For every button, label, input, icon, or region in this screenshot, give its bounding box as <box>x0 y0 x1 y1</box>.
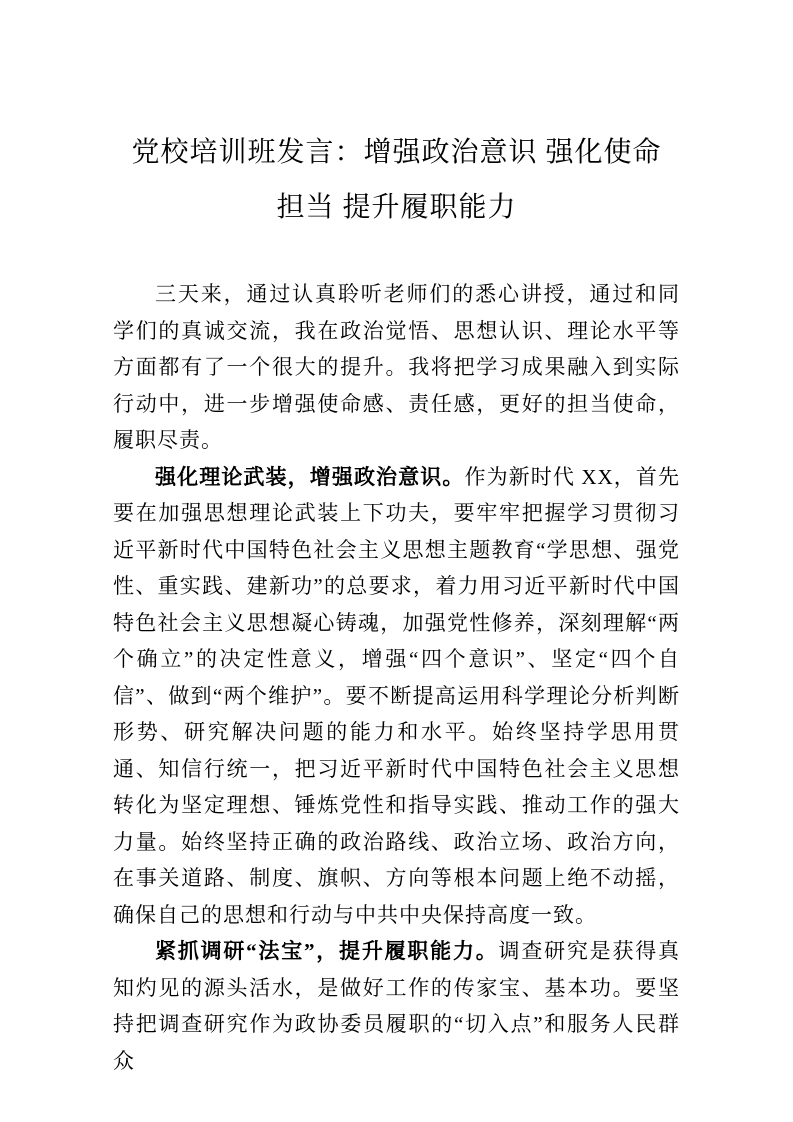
title-line-2: 担当 提升履职能力 <box>276 192 517 223</box>
paragraph-theory <box>113 459 680 934</box>
paragraph-intro-text: 三天来，通过认真聆听老师们的悉心讲授，通过和同学们的真诚交流，我在政治觉悟、思想认识、理论水平等方面都有了一个很大的提升。我将把学习成果融入到实际行动中，进一步增强使命感、责任感，更好的担当使命，履职尽责。 <box>113 282 680 452</box>
title-line-1: 党校培训班发言：增强政治意识 强化使命 <box>131 137 662 168</box>
document-title <box>113 125 680 235</box>
paragraph-research-text: 调查研究是获得真知灼见的源头活水，是做好工作的传家宝、基本功。要坚持把调查研究作为政协委员履职的“切入点”和服务人民群众 <box>113 939 681 1073</box>
paragraph-theory-text: 作为新时代 XX，首先要在加强思想理论武装上下功夫，要牢牢把握学习贯彻习近平新时代中国特色社会主义思想主题教育“学思想、强党性、重实践、建新功”的总要求，着力用习近平新时代中国特色社会主义思想凝心铸魂，加强党性修养，深刻理解“两个确立”的决定性意义，增强“四个意识”、坚定“四个自信”、做到“两个维护”。要不断提高运用科学理论分析判断形势、研究解决问题的能力和水平。始终坚持学思用贯通、知信行统一，把习近平新时代中国特色社会主义思想转化为坚定理想、锤炼党性和指导实践、推动工作的强大力量。始终坚持正确的政治路线、政治立场、政治方向，在事关道路、制度、旗帜、方向等根本问题上绝不动摇，确保自己的思想和行动与中共中央保持高度一致。 <box>113 464 680 927</box>
paragraph-research-lead: 紧抓调研“法宝”，提升履职能力。 <box>155 939 499 963</box>
paragraph-theory-lead: 强化理论武装，增强政治意识。 <box>155 464 465 489</box>
paragraph-intro <box>113 276 680 459</box>
document-body <box>113 276 680 1079</box>
paragraph-research <box>113 933 680 1079</box>
